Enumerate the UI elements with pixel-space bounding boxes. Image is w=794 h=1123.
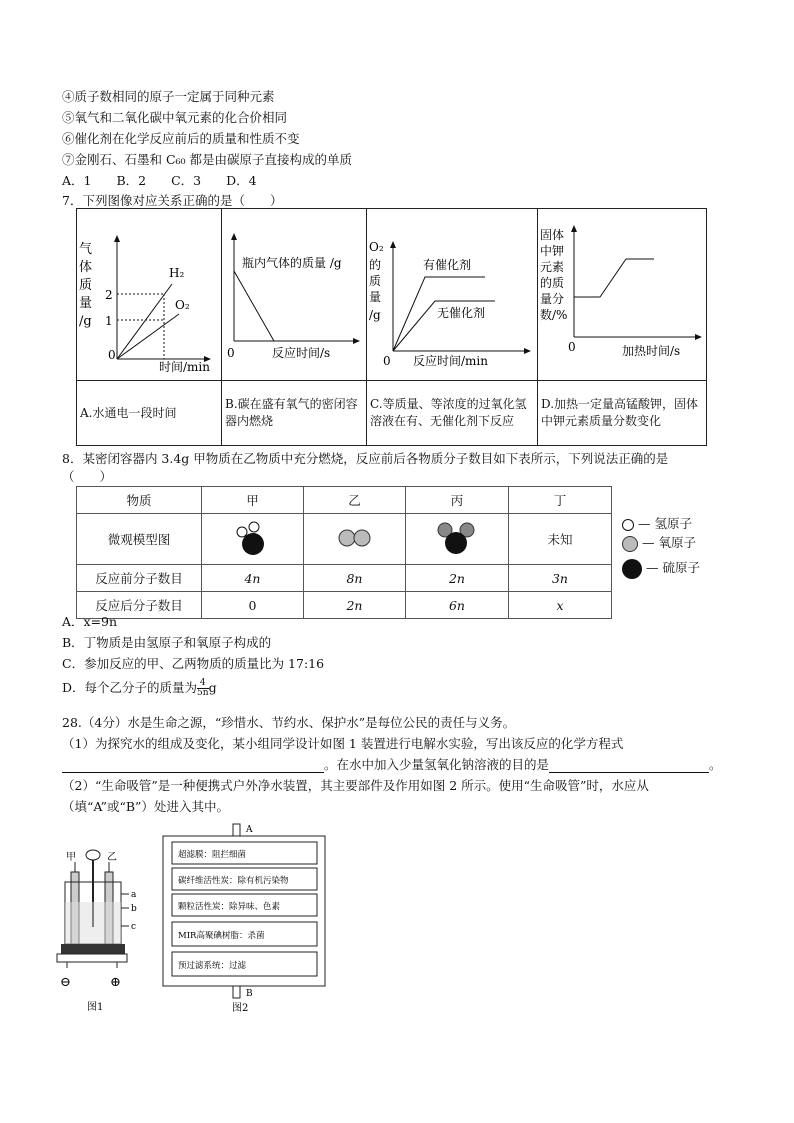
caption-b: B.碳在盛有氧气的密闭容器内燃烧 — [222, 381, 367, 446]
graph-a-origin: 0 — [108, 348, 116, 362]
graph-c-ylabel-3: 质 — [369, 274, 382, 288]
q6-options: A．1 B．2 C．3 D．4 — [62, 173, 257, 188]
graph-c-ylabel-2: 的 — [369, 258, 382, 272]
graph-a-o2-label: O₂ — [175, 298, 190, 312]
positive-terminal-icon: ⊕ — [110, 975, 121, 990]
fraction: $\frac{4}{5n}$ — [197, 678, 209, 698]
graph-d-origin: 0 — [568, 340, 576, 354]
hydrogen-atom-icon — [622, 519, 634, 531]
legend-oxygen: — 氧原子 — [622, 533, 696, 552]
statement-4: ④质子数相同的原子一定属于同种元素 — [62, 89, 275, 104]
o2-molecule-icon — [335, 523, 375, 553]
caption-a: A.水通电一段时间 — [77, 381, 222, 446]
fig2-label-a: A — [246, 825, 253, 835]
fig1-caption: 图1 — [87, 1002, 104, 1013]
fig2-caption: 图2 — [232, 1003, 249, 1014]
graph-c-xlabel: 反应时间/min — [413, 354, 488, 368]
graph-a-ylabel-3: 质 — [79, 278, 93, 293]
graph-c-ylabel-4: 量 — [369, 290, 382, 304]
q8-before-ding: 3n — [509, 565, 612, 592]
q8-after-bing: 6n — [406, 592, 509, 619]
q8-option-a: A．x=9n — [62, 614, 118, 629]
fig1-label-jia: 甲 — [66, 852, 76, 863]
graph-b-xlabel: 反应时间/s — [272, 346, 331, 360]
q8-header-substance: 物质 — [77, 487, 202, 514]
q8-before-yi: 8n — [304, 565, 406, 592]
q8-header-yi: 乙 — [304, 487, 406, 514]
statement-6: ⑥催化剂在化学反应前后的质量和性质不变 — [62, 131, 300, 146]
q8-option-d: D．每个乙分子的质量为 $\frac{4}{5n}$ g — [62, 678, 217, 698]
graph-c-catalyst-label: 有催化剂 — [423, 258, 472, 272]
graph-d-xlabel: 加热时间/s — [622, 344, 681, 358]
negative-terminal-icon: ⊖ — [60, 975, 71, 990]
fig2-layer-1: 超滤膜：阻拦细菌 — [178, 850, 247, 860]
statement-5: ⑤氧气和二氧化碳中氧元素的化合价相同 — [62, 110, 288, 125]
q8-header-bing: 丙 — [406, 487, 509, 514]
fig1-label-yi: 乙 — [107, 852, 117, 863]
fig2-layer-3: 颗粒活性炭：除异味、色素 — [178, 902, 281, 912]
q8-option-c: C．参加反应的甲、乙两物质的质量比为 17:16 — [62, 656, 325, 671]
graph-a-cell — [77, 209, 222, 381]
statement-7: ⑦金刚石、石墨和 C₆₀ 都是由碳原子直接构成的单质 — [62, 152, 353, 167]
graph-c-ylabel-5: /g — [369, 308, 381, 322]
graph-d-ylabel-5: 量分 — [540, 292, 565, 306]
graph-a-ylabel-1: 气 — [79, 242, 93, 257]
graph-a-xlabel: 时间/min — [159, 360, 210, 374]
caption-d: D.加热一定量高锰酸钾，固体中钾元素质量分数变化 — [538, 381, 707, 446]
graph-b-origin: 0 — [227, 346, 235, 360]
graph-b-ylabel: 瓶内气体的质量 /g — [242, 256, 342, 270]
q8-option-b: B．丁物质是由氢原子和氧原子构成的 — [62, 635, 272, 650]
graph-d-cell — [538, 209, 707, 381]
q8-before-label: 反应前分子数目 — [77, 565, 202, 592]
oxygen-atom-icon — [622, 536, 638, 552]
legend-sulfur: — 硫原子 — [622, 558, 700, 579]
q8-table — [76, 486, 612, 619]
graph-d-ylabel-1: 固体 — [540, 228, 565, 242]
q28-part1: （1）为探究水的组成及变化，某小组同学设计如图 1 装置进行电解水实验，写出该反应的化学方程式 — [62, 736, 624, 751]
fig1-label-b: b — [131, 904, 137, 914]
graph-b — [222, 209, 366, 377]
graph-c — [367, 209, 537, 377]
h2s-molecule-icon — [233, 518, 273, 558]
q8-before-bing: 2n — [406, 565, 509, 592]
q8-after-ding: x — [509, 592, 612, 619]
q8-header-ding: 丁 — [509, 487, 612, 514]
q8-model-yi — [304, 514, 406, 565]
q28-stem: 28.（4分）水是生命之源，“珍惜水、节约水、保护水”是每位公民的责任与义务。 — [62, 715, 516, 730]
q8-model-bing — [406, 514, 509, 565]
figure-1-electrolysis — [55, 842, 145, 1022]
graph-c-cell — [367, 209, 538, 381]
fig2-label-b: B — [246, 989, 253, 999]
answer-blank-equation[interactable] — [62, 758, 324, 773]
q8-model-label: 微观模型图 — [77, 514, 202, 565]
graph-c-origin: 0 — [383, 354, 391, 368]
q8-after-jia: 0 — [202, 592, 304, 619]
graph-a-ylabel-2: 体 — [79, 260, 93, 275]
sulfur-atom-icon — [622, 559, 642, 579]
q8-before-jia: 4n — [202, 565, 304, 592]
fig2-layer-2: 碳纤维活性炭：除有机污染物 — [178, 876, 289, 886]
q8-stem: 8．某密闭容器内 3.4g 甲物质在乙物质中充分燃烧，反应前后各物质分子数目如下表所示，下列说法正确的是 — [62, 451, 669, 466]
q8-stem-paren: （ ） — [62, 469, 113, 484]
graph-d-ylabel-4: 的质 — [540, 276, 565, 290]
q7-stem: 7．下列图像对应关系正确的是（ ） — [62, 193, 283, 208]
graph-a-ylabel-4: 量 — [79, 296, 93, 311]
graph-a-ylabel-5: /g — [79, 314, 92, 329]
fig2-layer-4: MIR高聚碘树脂：杀菌 — [178, 931, 265, 941]
q8-after-label: 反应后分子数目 — [77, 592, 202, 619]
caption-c: C.等质量、等浓度的过氧化氢溶液在有、无催化剂下反应 — [367, 381, 538, 446]
q8-model-ding: 未知 — [509, 514, 612, 565]
funnel-icon — [86, 850, 100, 860]
graph-a-tick-2: 2 — [105, 288, 113, 302]
graph-d-ylabel-2: 中钾 — [540, 244, 565, 258]
graph-a-h2-label: H₂ — [169, 266, 185, 280]
fig1-label-c: c — [131, 922, 137, 932]
graph-d-ylabel-6: 数/% — [540, 308, 568, 322]
legend-hydrogen: — 氢原子 — [622, 514, 692, 532]
graph-a — [77, 209, 221, 377]
q8-model-jia — [202, 514, 304, 565]
graph-c-ylabel-1: O₂ — [369, 240, 384, 254]
figure-2-life-straw — [160, 822, 330, 1018]
q28-part2: （2）“生命吸管”是一种便携式户外净水装置，其主要部件及作用如图 2 所示。使用“生命吸管”时，水应从 — [62, 778, 649, 793]
q28-part1-line2: 。在水中加入少量氢氧化钠溶液的目的是 。 — [62, 755, 722, 773]
graph-d-ylabel-3: 元素 — [540, 260, 565, 274]
graph-c-no-catalyst-label: 无催化剂 — [437, 306, 486, 320]
fig2-layer-5: 预过滤系统：过滤 — [178, 961, 247, 971]
answer-blank-purpose[interactable] — [549, 758, 709, 773]
q8-after-yi: 2n — [304, 592, 406, 619]
q7-graph-table — [76, 208, 707, 446]
graph-a-tick-1: 1 — [105, 314, 113, 328]
q28-part2-line2: （填“A”或“B”）处进入其中。 — [62, 799, 229, 814]
q8-header-jia: 甲 — [202, 487, 304, 514]
graph-d — [538, 209, 706, 377]
so2-molecule-icon — [435, 518, 479, 558]
graph-b-cell — [222, 209, 367, 381]
fig1-label-a: a — [131, 890, 137, 900]
